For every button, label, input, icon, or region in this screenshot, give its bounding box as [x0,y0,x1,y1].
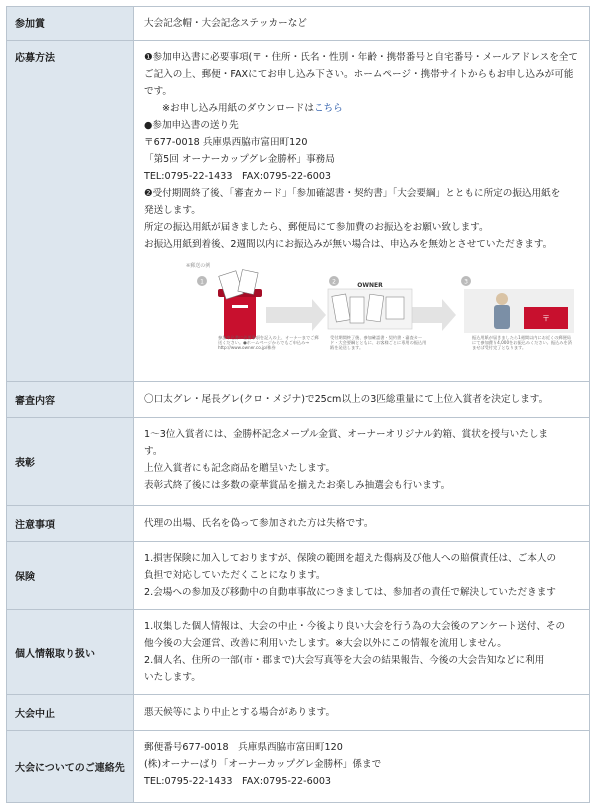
value-insurance [134,542,590,610]
apply-line-5: ●参加申込書の送り先 [144,120,239,131]
step-3-number: 3 [464,278,468,286]
step-1-number: 1 [200,278,204,286]
contact-line-3: TEL:0795-22-1433 FAX:0795-22-6003 [144,776,332,787]
value-cancel: 悪天候等により中止とする場合があります。 [134,695,590,731]
award-line-2: す。 [144,446,163,457]
owner-logo: OWNER [357,282,383,289]
award-line-4: 表彰式終了後には多数の豪華賞品を揃えたお楽しみ抽選会も行います。 [144,480,451,491]
label-prize: 参加賞 [7,7,134,41]
mailing-flow-illustration [184,259,594,371]
apply-line-11: 所定の振込用紙が届きましたら、郵便局にて参加費のお振込をお願い致します。 [144,222,489,233]
value-judge: 〇口太グレ・尾長グレ(クロ・メジナ)で25cm以上の3匹総重量にて上位入賞者を決定します。 [134,382,590,418]
row-notes [7,506,590,542]
row-insurance [7,542,590,610]
apply-line-1: ❶参加申込書に必要事項(〒・住所・氏名・性別・年齢・携帯番号と自宅番号・メールアドレスを全て [144,52,578,63]
label-award: 表彰 [7,418,134,506]
apply-line-9: ❷受付期間終了後、「審査カード」「参加確認書・契約書」「大会要綱」とともに所定の振込用紙を [144,188,561,199]
insurance-line-2: 負担で対応していただくことになります。 [144,570,326,581]
privacy-line-1: 1.収集した個人情報は、大会の中止・今後より良い大会を行う為の大会後のアンケート送付、その [144,621,566,632]
value-award [134,418,590,506]
value-apply [134,41,590,382]
step-2-caption: 受付期間終了後、参加確認書・契約書・審査カード・大会要綱とともに、お客様ごとに専用の振込用紙を発送します。 [330,335,427,351]
label-judge: 審査内容 [7,382,134,418]
apply-line-10: 発送します。 [144,205,201,216]
svg-text:〒: 〒 [542,314,550,323]
apply-line-6: 〒677-0018 兵庫県西脇市富田町120 [144,137,308,148]
row-privacy [7,610,590,695]
row-judge [7,382,590,418]
label-notes: 注意事項 [7,506,134,542]
value-notes: 代理の出場、氏名を偽って参加された方は失格です。 [134,506,590,542]
contact-line-1: 郵便番号677-0018 兵庫県西脇市富田町120 [144,742,343,753]
label-insurance: 保険 [7,542,134,610]
step-1-caption: 参加申込書に必要事項を記入の上、オーナーまでご郵送ください。●ホームページからでもご申込み→ http://www.owner.co.jp/株券 [218,335,319,351]
award-line-3: 上位入賞者にも記念商品を贈呈いたします。 [144,463,336,474]
step-1-mailbox [197,270,262,339]
download-note [144,100,579,117]
row-cancel [7,695,590,731]
step-3-caption: 振込用紙が届きましたら1週間以内にお近くの郵便局にて参加費￥4,000をお振込みください。振込みを済ませば受付完了となります。 [472,335,572,351]
download-link[interactable]: こちら [313,103,343,114]
label-cancel: 大会中止 [7,695,134,731]
value-privacy [134,610,590,695]
apply-line-3: です。 [144,86,173,97]
step-2-documents [328,276,412,329]
step-2-number: 2 [332,278,336,286]
apply-line-2: ご記入の上、郵便・FAXにてお申し込み下さい。ホームページ・携帯サイトからもお申し込みが可能 [144,69,574,80]
mailing-example-figure [184,259,594,371]
figure-caption: ※郵送の例 [186,263,211,269]
value-contact [134,731,590,803]
privacy-line-4: いたします。 [144,672,201,683]
insurance-line-1: 1.損害保険に加入しておりますが、保険の範囲を超えた傷病及び他人への賠償責任は、ご本人の [144,553,557,564]
apply-line-8: TEL:0795-22-1433 FAX:0795-22-6003 [144,171,332,182]
label-contact: 大会についてのご連絡先 [7,731,134,803]
row-prize [7,7,590,41]
person-icon [496,293,508,305]
tournament-info-table [6,6,590,803]
privacy-line-2: 他今後の大会運営、改善に利用いたします。※大会以外にこの情報を流用しません。 [144,638,507,649]
row-contact [7,731,590,803]
label-privacy: 個人情報取り扱い [7,610,134,695]
value-prize: 大会記念帽・大会記念ステッカーなど [134,7,590,41]
insurance-line-3: 2.会場への参加及び移動中の自動車事故につきましては、参加者の責任で解決していただきます [144,587,556,598]
label-apply: 応募方法 [7,41,134,382]
apply-line-7: 「第5回 オーナーカップグレ金勝杯」事務局 [144,154,335,165]
row-apply [7,41,590,382]
contact-line-2: (株)オーナーばり「オーナーカップグレ金勝杯」係まで [144,759,382,770]
step-3-post-office [461,276,574,333]
award-line-1: 1～3位入賞者には、金勝杯記念メープル金賞、オーナーオリジナル釣箱、賞状を授与いたしま [144,429,549,440]
apply-line-12: お振込用紙到着後、2週間以内にお振込みが無い場合は、申込みを無効とさせていただきます。 [144,239,553,250]
row-award [7,418,590,506]
arrow-1-icon [266,299,326,331]
mailbox-icon [224,293,256,339]
download-note-text: ※お申し込み用紙のダウンロードは [162,103,314,114]
privacy-line-3: 2.個人名、住所の一部(市・郡まで)大会写真等を大会の結果報告、今後の大会告知などに利用 [144,655,545,666]
